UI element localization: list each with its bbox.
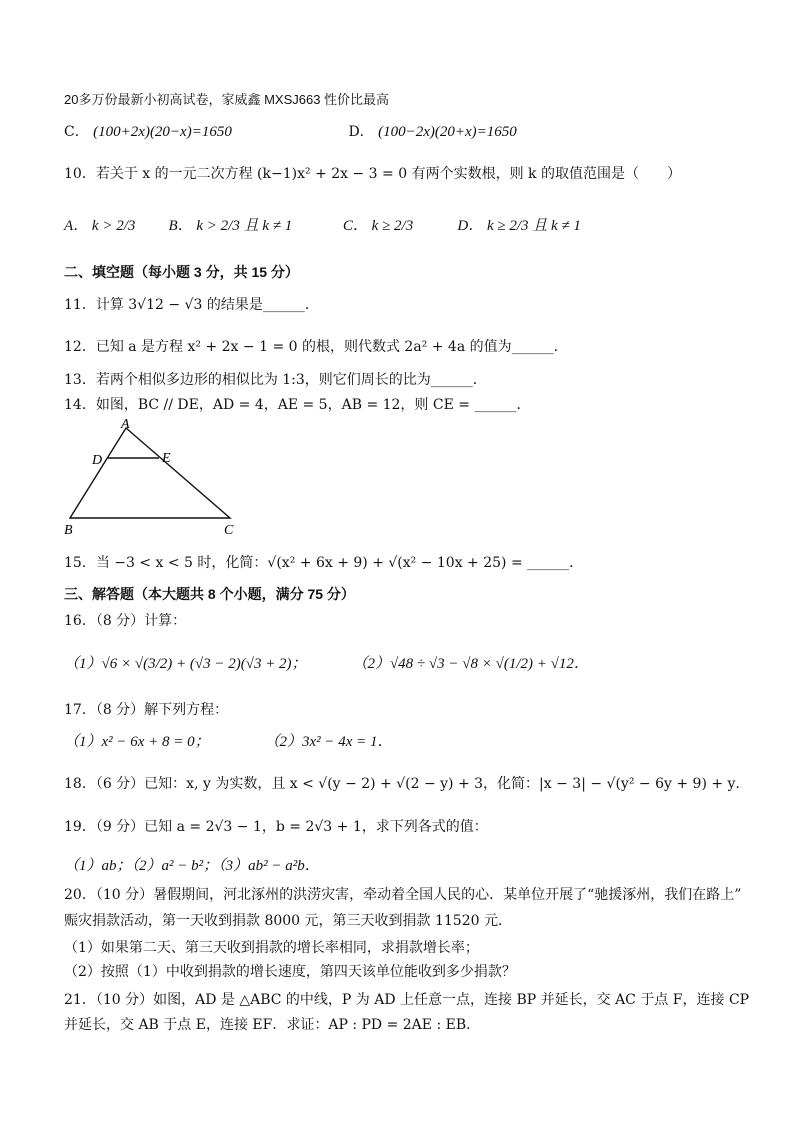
section2-title: 二、填空题（每小题 3 分，共 15 分） — [64, 264, 299, 280]
triangle-figure — [64, 418, 254, 540]
triangle-abc — [70, 428, 230, 518]
q13: 13．若两个相似多边形的相似比为 1:3，则它们周长的比为______． — [64, 372, 487, 388]
q9-option-d-label: D． — [348, 124, 374, 140]
q16-parts — [64, 654, 744, 674]
q20-part1: （1）如果第二天、第三天收到捐款的增长率相同，求捐款增长率； — [64, 940, 479, 956]
q18: 18．（6 分）已知：x, y 为实数，且 x < √(y − 2) + √(2 − y) + 3，化简：|x − 3| − √(y² − 6y + 9) + y． — [64, 776, 750, 792]
label-d: D — [92, 453, 103, 468]
label-a: A — [121, 418, 130, 432]
q10-option-d: D． k ≥ 2/3 且 k ≠ 1 — [457, 218, 581, 234]
q17-part1: （1）x² − 6x + 8 = 0； — [64, 734, 210, 750]
q16-part2: （2）√48 ÷ √3 − √8 × √(1/2) + √12． — [352, 656, 589, 672]
q12: 12．已知 a 是方程 x² + 2x − 1 = 0 的根，则代数式 2a² + 4a 的值为______． — [64, 339, 568, 355]
q21-line2: 并延长，交 AB 于点 E，连接 EF．求证：AP : PD = 2AE : EB． — [64, 1017, 481, 1033]
q9-option-c-equation: (100+2x)(20−x)=1650 — [93, 124, 232, 140]
q20-line1: 20．（10 分）暑假期间，河北涿州的洪涝灾害，牵动着全国人民的心．某单位开展了“驰援涿州，我们在路上” — [64, 887, 742, 903]
q9-option-d-equation: (100−2x)(20+x)=1650 — [378, 124, 517, 140]
q17-parts — [64, 732, 744, 752]
q10-option-c: C． k ≥ 2/3 — [342, 218, 414, 234]
section3-title: 三、解答题（本大题共 8 个小题，满分 75 分） — [64, 586, 355, 602]
q16-stem: 16．（8 分）计算： — [64, 613, 187, 629]
label-c: C — [224, 523, 234, 538]
q9-options — [64, 122, 744, 142]
q17-stem: 17．（8 分）解下列方程： — [64, 702, 229, 718]
q16-part1: （1）√6 × √(3/2) + (√3 − 2)(√3 + 2)； — [64, 656, 307, 672]
label-e: E — [162, 451, 171, 466]
q20-part2: （2）按照（1）中收到捐款的增长速度，第四天该单位能收到多少捐款？ — [64, 964, 516, 980]
q10-stem: 10．若关于 x 的一元二次方程 (k−1)x² + 2x − 3 = 0 有两个实数根，则 k 的取值范围是（ ） — [64, 166, 681, 182]
q19-parts: （1）ab；（2）a² − b²；（3）ab² − a²b． — [64, 858, 320, 874]
q11: 11．计算 3√12 − √3 的结果是______． — [64, 297, 319, 313]
q19-stem: 19．（9 分）已知 a = 2√3 − 1，b = 2√3 + 1，求下列各式的值： — [64, 819, 488, 835]
q20-line2: 赈灾捐款活动，第一天收到捐款 8000 元，第三天收到捐款 11520 元． — [64, 913, 512, 929]
q10-option-a: A． k > 2/3 — [64, 218, 136, 234]
q9-option-c-label: C． — [64, 124, 89, 140]
q14: 14．如图，BC // DE，AD = 4，AE = 5，AB = 12，则 CE = ______． — [64, 397, 531, 413]
q15: 15．当 −3 < x < 5 时，化简：√(x² + 6x + 9) + √(x² − 10x + 25) = ______． — [64, 555, 584, 571]
header-ad: 20多万份最新小初高试卷，家威鑫 MXSJ663 性价比最高 — [64, 92, 390, 107]
q10-option-b: B． k > 2/3 且 k ≠ 1 — [168, 218, 293, 234]
q10-options — [64, 216, 744, 236]
q21-line1: 21．（10 分）如图，AD 是 △ABC 的中线，P 为 AD 上任意一点，连接 BP 并延长，交 AC 于点 F，连接 CP — [64, 992, 750, 1008]
q17-part2: （2）3x² − 4x = 1． — [264, 734, 393, 750]
label-b: B — [64, 523, 73, 538]
